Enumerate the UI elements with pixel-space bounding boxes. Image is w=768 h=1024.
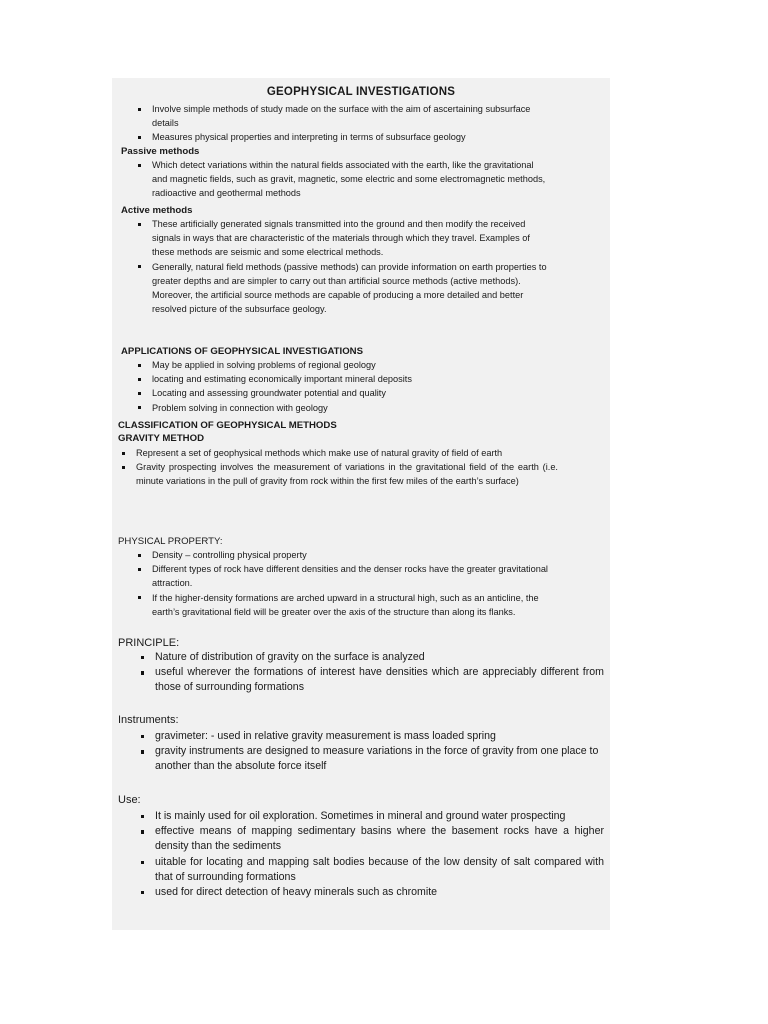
instruments-heading: Instruments:	[118, 714, 179, 726]
intro-section	[152, 102, 550, 145]
list-item: useful wherever the formations of interest have densities which are appreciably different from those of surrounding formations	[155, 665, 604, 695]
gravity-method-heading: GRAVITY METHOD	[118, 433, 204, 444]
scanned-page	[112, 78, 610, 930]
physical-property-section	[118, 536, 550, 619]
passive-methods-heading: Passive methods	[121, 146, 200, 157]
list-item: Measures physical properties and interpreting in terms of subsurface geology	[152, 130, 550, 144]
list-item: It is mainly used for oil exploration. Sometimes in mineral and ground water prospecting	[155, 809, 604, 824]
classification-heading: CLASSIFICATION OF GEOPHYSICAL METHODS	[118, 420, 337, 431]
intro-list	[152, 102, 550, 145]
applications-list	[152, 358, 550, 415]
list-item: Nature of distribution of gravity on the surface is analyzed	[155, 650, 604, 665]
list-item: used for direct detection of heavy minerals such as chromite	[155, 885, 604, 900]
list-item: gravimeter: - used in relative gravity measurement is mass loaded spring	[155, 729, 604, 744]
list-item: gravity instruments are designed to measure variations in the force of gravity from one place to another than the absolute force itself	[155, 744, 604, 774]
active-methods-section	[121, 205, 552, 316]
list-item: uitable for locating and mapping salt bodies because of the low density of salt compared with that of surrounding formations	[155, 855, 604, 885]
list-item: Locating and assessing groundwater potential and quality	[152, 386, 550, 400]
principle-heading: PRINCIPLE:	[118, 637, 180, 649]
list-item: effective means of mapping sedimentary basins where the basement rocks have a higher density than the sediments	[155, 824, 604, 854]
list-item: If the higher-density formations are arched upward in a structural high, such as an anticline, the earth’s gravitational field will be greater over the axis of the structure than along its flanks.	[152, 591, 550, 619]
list-item: These artificially generated signals transmitted into the ground and then modify the received signals in ways that are characteristic of the materials through which they travel. Examples of these methods are seismic and some electrical methods.	[152, 217, 552, 260]
principle-section	[118, 637, 604, 696]
gravity-method-list	[136, 446, 558, 489]
list-item: Problem solving in connection with geology	[152, 401, 550, 415]
list-item: Involve simple methods of study made on the surface with the aim of ascertaining subsurface details	[152, 102, 550, 130]
passive-methods-section	[121, 146, 550, 201]
list-item: May be applied in solving problems of regional geology	[152, 358, 550, 372]
physical-property-list	[152, 548, 550, 619]
physical-property-heading: PHYSICAL PROPERTY:	[118, 536, 223, 547]
list-item: locating and estimating economically important mineral deposits	[152, 372, 550, 386]
passive-methods-list	[152, 158, 550, 201]
principle-list	[155, 650, 604, 696]
applications-heading: APPLICATIONS OF GEOPHYSICAL INVESTIGATIONS	[121, 346, 363, 357]
list-item: Density – controlling physical property	[152, 548, 550, 562]
list-item: Represent a set of geophysical methods which make use of natural gravity of field of earth	[136, 446, 558, 460]
list-item: Generally, natural field methods (passive methods) can provide information on earth properties to greater depths and are simpler to carry out than artificial source methods (active methods). Moreover, the artificial source methods are capable of producing a more detailed and better resolved picture of the subsurface geology.	[152, 260, 552, 317]
applications-section	[121, 346, 550, 415]
classification-section	[118, 420, 558, 489]
list-item: Gravity prospecting involves the measurement of variations in the gravitational field of the earth (i.e. minute variations in the pull of gravity from rock within the first few miles of the earth’s surface)	[136, 460, 558, 488]
use-heading: Use:	[118, 794, 141, 806]
page-title: GEOPHYSICAL INVESTIGATIONS	[266, 86, 456, 98]
use-list	[155, 809, 604, 900]
instruments-list	[155, 729, 604, 775]
list-item: Different types of rock have different densities and the denser rocks have the greater gravitational attraction.	[152, 562, 550, 590]
use-section	[118, 794, 604, 900]
list-item: Which detect variations within the natural fields associated with the earth, like the gravitational and magnetic fields, such as gravit, magnetic, some electric and some electromagnetic methods, radioactive and geothermal methods	[152, 158, 550, 201]
active-methods-heading: Active methods	[121, 205, 193, 216]
instruments-section	[118, 714, 604, 775]
active-methods-list	[152, 217, 552, 316]
